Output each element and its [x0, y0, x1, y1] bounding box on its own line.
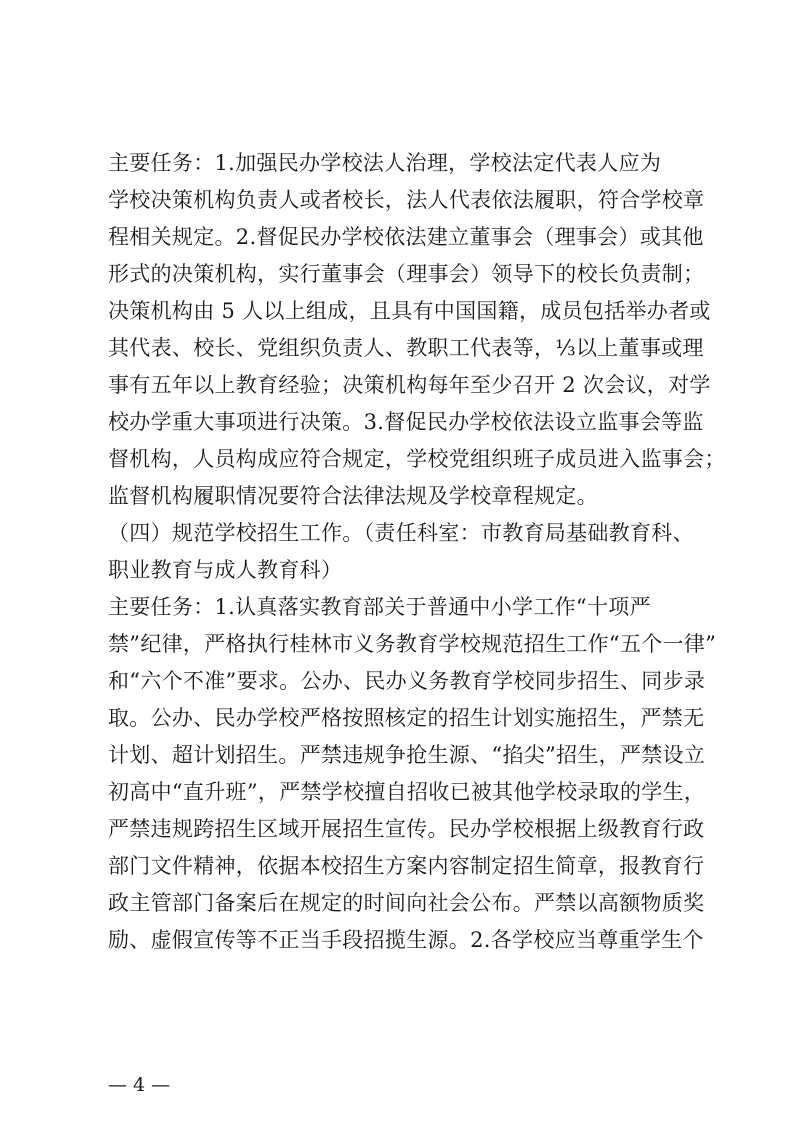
section-heading-line: 职业教育与成人教育科） [108, 558, 343, 582]
text-line: 政主管部门备案后在规定的时间向社会公布。严禁以高额物质奖 [108, 891, 705, 915]
text-line: 初高中“直升班”，严禁学校擅自招收已被其他学校录取的学生， [108, 780, 706, 804]
text-line: 校办学重大事项进行决策。3.督促民办学校依法设立监事会等监 [108, 410, 704, 434]
text-line: 督机构，人员构成应符合规定，学校党组织班子成员进入监事会； [108, 447, 726, 471]
text-line: 程相关规定。2.督促民办学校依法建立董事会（理事会）或其他 [108, 225, 704, 249]
text-line: 禁”纪律，严格执行桂林市义务教育学校规范招生工作“五个一律” [108, 632, 717, 656]
text-line: 主要任务：1.认真落实教育部关于普通中小学工作“十项严 [108, 595, 651, 619]
text-line: 决策机构由 5 人以上组成，且具有中国国籍，成员包括举办者或 [108, 299, 711, 323]
text-line: 取。公办、民办学校严格按照核定的招生计划实施招生，严禁无 [108, 706, 705, 730]
text-line: 计划、超计划招生。严禁违规争抢生源、“掐尖”招生，严禁设立 [108, 743, 706, 767]
text-line: 形式的决策机构，实行董事会（理事会）领导下的校长负责制； [108, 262, 705, 286]
text-line: 和“六个不准”要求。公办、民办义务教育学校同步招生、同步录 [108, 669, 706, 693]
text-line: 事有五年以上教育经验；决策机构每年至少召开 2 次会议，对学 [108, 373, 711, 397]
text-line: 励、虚假宣传等不正当手段招揽生源。2.各学校应当尊重学生个 [108, 928, 704, 952]
page-number: — 4 — [108, 1074, 171, 1096]
text-line: 部门文件精神，依据本校招生方案内容制定招生简章，报教育行 [108, 854, 705, 878]
text-line: 监督机构履职情况要符合法律法规及学校章程规定。 [108, 484, 598, 508]
section-heading-line: （四）规范学校招生工作。（责任科室：市教育局基础教育科、 [108, 521, 694, 545]
text-line: 主要任务：1.加强民办学校法人治理，学校法定代表人应为 [108, 151, 662, 175]
text-line: 其代表、校长、党组织负责人、教职工代表等，⅓以上董事或理 [108, 336, 704, 360]
text-line: 学校决策机构负责人或者校长，法人代表依法履职，符合学校章 [108, 188, 705, 212]
text-line: 严禁违规跨招生区域开展招生宣传。民办学校根据上级教育行政 [108, 817, 705, 841]
